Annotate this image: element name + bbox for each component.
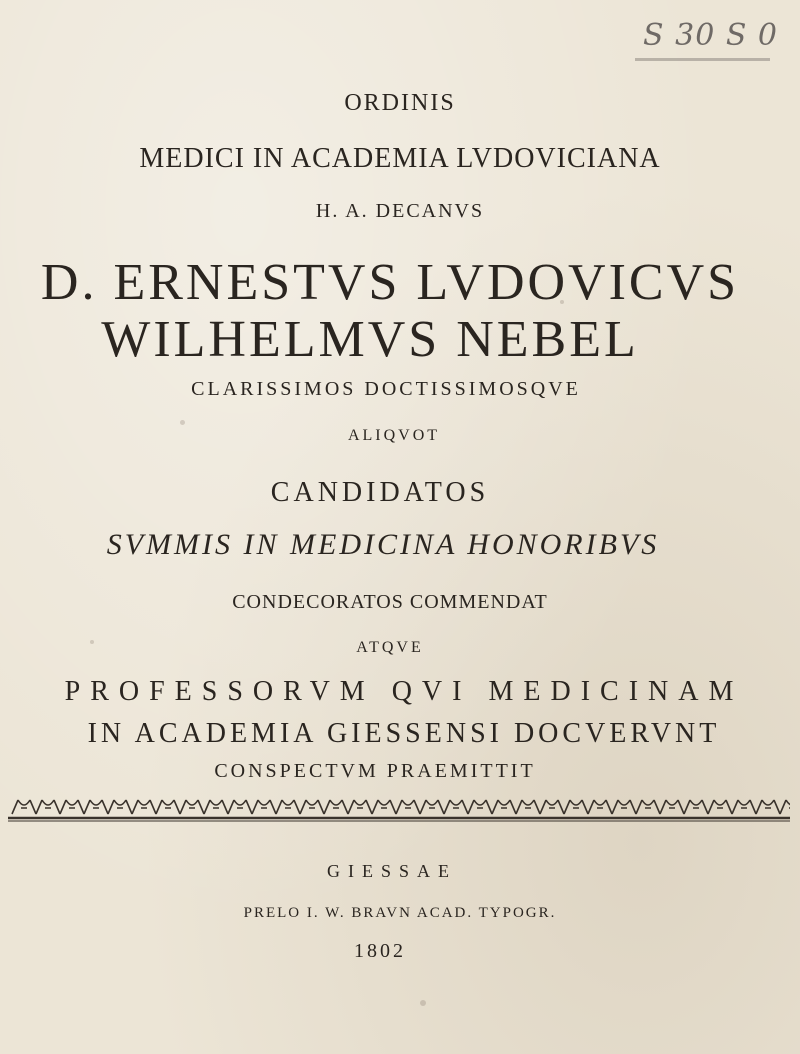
- line-ordinis: ORDINIS: [344, 90, 456, 116]
- line-candidatos: CANDIDATOS: [270, 477, 490, 508]
- border-ornament-unit: [420, 800, 444, 814]
- border-ornament-unit: [516, 800, 540, 814]
- imprint-year: 1802: [354, 940, 406, 962]
- shelfmark-underline: [635, 58, 770, 61]
- border-ornament-unit: [756, 800, 780, 814]
- border-ornament-unit: [588, 800, 612, 814]
- border-ornament-unit: [204, 800, 228, 814]
- border-ornament-unit: [12, 800, 36, 814]
- border-ornament-unit: [660, 800, 684, 814]
- border-ornament-unit: [636, 800, 660, 814]
- line-condecoratos: CONDECORATOS COMMENDAT: [232, 591, 548, 613]
- border-ornament-unit: [252, 800, 276, 814]
- dean-name-line-2: WILHELMVS NEBEL: [101, 311, 639, 368]
- border-ornament-unit: [372, 800, 396, 814]
- line-atque: ATQVE: [356, 639, 424, 656]
- border-ornament-unit: [684, 800, 708, 814]
- paper-speck: [90, 640, 94, 644]
- paper-speck: [420, 1000, 426, 1006]
- border-ornament-unit: [708, 800, 732, 814]
- border-ornament-unit: [156, 800, 180, 814]
- line-professorum: PROFESSORVM QVI MEDICINAM: [64, 676, 744, 707]
- line-conspectum: CONSPECTVM PRAEMITTIT: [214, 760, 536, 782]
- border-ornament-unit: [180, 800, 204, 814]
- ornamental-border: [8, 796, 790, 822]
- border-ornament-unit: [84, 800, 108, 814]
- border-ornament-unit: [300, 800, 324, 814]
- border-ornament-unit: [276, 800, 300, 814]
- line-medici: MEDICI IN ACADEMIA LVDOVICIANA: [139, 143, 661, 174]
- border-ornament-unit: [60, 800, 84, 814]
- border-ornament-unit: [492, 800, 516, 814]
- imprint-place: GIESSAE: [326, 861, 457, 881]
- line-summis: SVMMIS IN MEDICINA HONORIBVS: [106, 528, 660, 561]
- border-ornament-unit: [780, 800, 790, 814]
- border-ornament-unit: [564, 800, 588, 814]
- border-ornament-unit: [540, 800, 564, 814]
- imprint-printer: PRELO I. W. BRAVN ACAD. TYPOGR.: [243, 905, 557, 921]
- border-ornament-unit: [468, 800, 492, 814]
- dean-name-line-1: D. ERNESTVS LVDOVICVS: [40, 254, 740, 311]
- border-ornament-unit: [36, 800, 60, 814]
- line-in-academia: IN ACADEMIA GIESSENSI DOCVERVNT: [87, 718, 721, 749]
- shelfmark: S 30 S 0: [643, 18, 778, 53]
- border-ornament-unit: [348, 800, 372, 814]
- line-decanus: H. A. DECANVS: [315, 200, 485, 222]
- paper-speck: [180, 420, 185, 425]
- border-ornament-unit: [132, 800, 156, 814]
- border-ornament-unit: [228, 800, 252, 814]
- border-ornament-unit: [444, 800, 468, 814]
- border-ornament-unit: [324, 800, 348, 814]
- border-ornament-unit: [732, 800, 756, 814]
- line-clarissimos: CLARISSIMOS DOCTISSIMOSQVE: [191, 378, 581, 400]
- border-ornament-unit: [396, 800, 420, 814]
- border-ornament-unit: [612, 800, 636, 814]
- paper-speck: [560, 300, 564, 304]
- line-aliquot: ALIQVOT: [347, 427, 441, 444]
- border-ornament-unit: [108, 800, 132, 814]
